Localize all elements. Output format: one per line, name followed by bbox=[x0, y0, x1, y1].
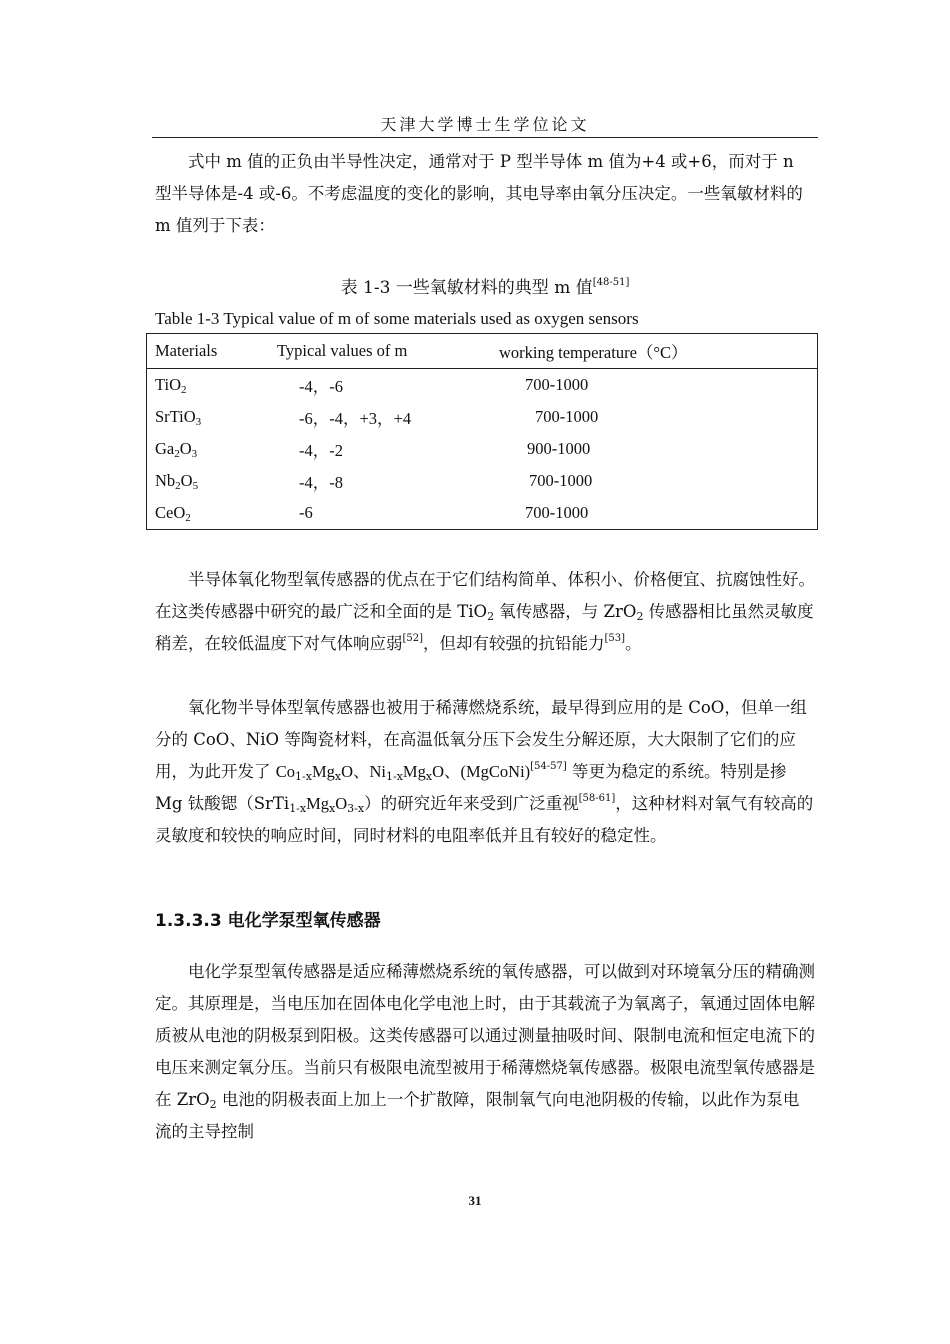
table-row bbox=[147, 465, 818, 497]
cell-material: TiO$_2$ bbox=[155, 375, 187, 396]
col-header-materials: Materials bbox=[147, 334, 278, 369]
paragraph-4: 电化学泵型氧传感器是适应稀薄燃烧系统的氧传感器，可以做到对环境氧分压的精确测定。其原理是，当电压加在固体电化学电池上时，由于其载流子为氧离子，氧通过固体电解质被从电池的阴极泵到阳极。这类传感器可以通过测量抽吸时间、限制电流和恒定电流下的电压来测定氧分压。当前只有极限电流型被用于稀薄燃烧氧传感器。极限电流型氧传感器是在 ZrO$_2$ 电池的阴极表面上加上一个扩散障，限制氧气向电池阴极的传输，以此作为泵电流的主导控制 bbox=[155, 962, 815, 1141]
citation: [54-57] bbox=[530, 761, 567, 772]
section-number: 1.3.3.3 bbox=[155, 911, 222, 931]
cell-material: $Nb_2O_5$ bbox=[155, 471, 199, 492]
section-heading bbox=[155, 906, 381, 931]
citation: [58-61] bbox=[578, 793, 616, 804]
cell-m: -4，-6 bbox=[299, 377, 343, 396]
paragraph-1: 式中 m 值的正负由半导性决定，通常对于 P 型半导体 m 值为+4 或+6，而对于 n 型半导体是-4 或-6。不考虑温度的变化的影响，其电导率由氧分压决定。一些氧敏材料的 m 值列于下表： bbox=[155, 152, 803, 235]
table-row bbox=[147, 497, 818, 530]
table-caption-en: Table 1-3 Typical value of m of some materials used as oxygen sensors bbox=[155, 309, 639, 328]
cell-temp: 700-1000 bbox=[535, 407, 599, 426]
cell-temp: 700-1000 bbox=[529, 471, 593, 490]
header-rule bbox=[152, 137, 818, 138]
table-caption-cn bbox=[152, 273, 818, 298]
table-row bbox=[147, 369, 818, 402]
cell-m: -4，-8 bbox=[299, 473, 343, 492]
cell-temp: 700-1000 bbox=[525, 503, 589, 522]
cell-m: -6，-4，+3，+4 bbox=[299, 409, 412, 428]
cell-m: -4，-2 bbox=[299, 441, 343, 460]
cell-material: SrTiO$_3$ bbox=[155, 407, 202, 428]
page-number: 31 bbox=[468, 1193, 482, 1208]
citation: [53] bbox=[604, 633, 626, 644]
col-header-temperature: working temperature（°C） bbox=[499, 334, 818, 369]
cell-material: CeO$_2$ bbox=[155, 503, 191, 524]
cell-m: -6 bbox=[299, 503, 313, 522]
cell-temp: 700-1000 bbox=[525, 375, 589, 394]
table-caption-ref: [48-51] bbox=[592, 277, 630, 288]
cell-temp: 900-1000 bbox=[527, 439, 591, 458]
table-row bbox=[147, 401, 818, 433]
table-caption-cn-text: 表 1-3 一些氧敏材料的典型 m 值 bbox=[340, 278, 593, 298]
cell-material: $Ga_2O_3$ bbox=[155, 439, 198, 460]
paragraph-2: 半导体氧化物型氧传感器的优点在于它们结构简单、体积小、价格便宜、抗腐蚀性好。在这类传感器中研究的最广泛和全面的是 TiO$_2$ 氧传感器，与 ZrO$_2$ 传感器相比虽然灵敏度稍差，在较低温度下对气体响应弱[52]，但却有较强的抗铅能力[53]。 bbox=[155, 570, 815, 653]
materials-table bbox=[146, 333, 818, 530]
table-header-row bbox=[147, 334, 818, 369]
paragraph-3: 氧化物半导体型氧传感器也被用于稀薄燃烧系统，最早得到应用的是 CoO，但单一组分的 CoO、NiO 等陶瓷材料，在高温低氧分压下会发生分解还原，大大限制了它们的应用，为此开发了 $Co_{1-x}Mg_xO$、$Ni_{1-x}Mg_xO$、(MgCoNi)[54-57] 等更为稳定的系统。特别是掺 Mg 钛酸锶$(SrTi_{1-x}Mg_xO_{3-x})$的研究近年来受到广泛重视[58-61]，这种材料对氧气有较高的灵敏度和较快的响应时间，同时材料的电阻率低并且有较好的稳定性。 bbox=[155, 698, 814, 845]
table-row bbox=[147, 433, 818, 465]
citation: [52] bbox=[402, 633, 424, 644]
section-title: 电化学泵型氧传感器 bbox=[227, 911, 381, 931]
running-header: 天津大学博士生学位论文 bbox=[380, 115, 590, 134]
col-header-m-values: Typical values of m bbox=[277, 334, 499, 369]
